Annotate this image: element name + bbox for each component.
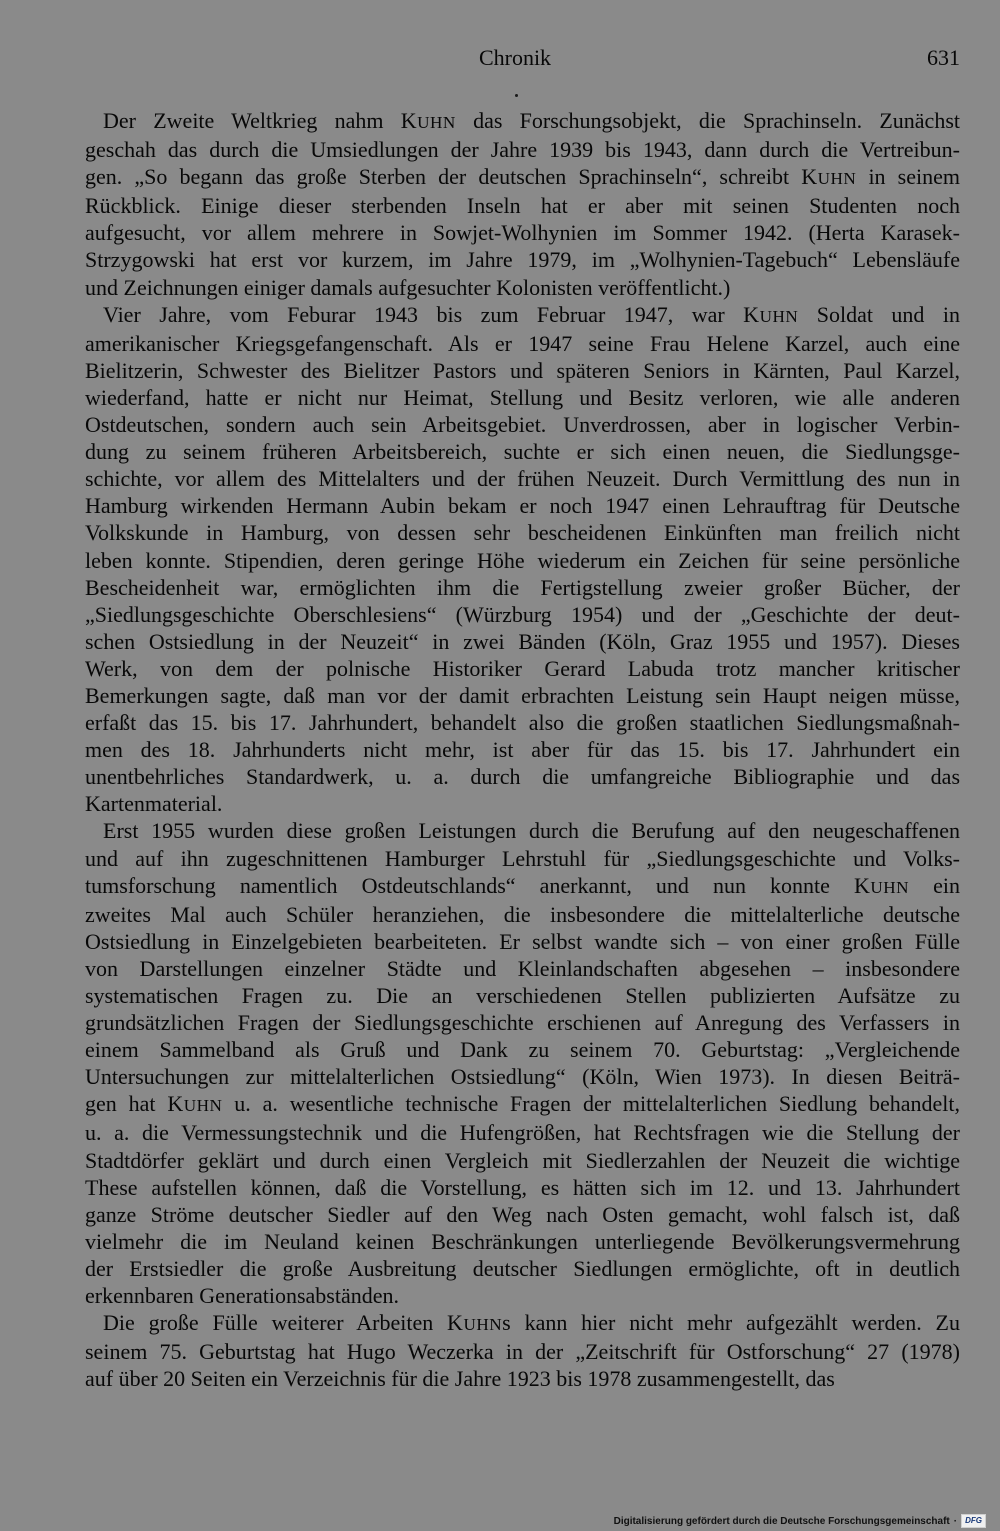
paragraph	[85, 817, 960, 1309]
text-line	[85, 1063, 960, 1090]
text-line	[85, 1174, 960, 1201]
running-title: Chronik	[478, 45, 552, 70]
text-run: Rückblick. Einige dieser sterbenden Inseln hat er aber mit seinen Studenten noch	[85, 193, 960, 219]
text-line	[85, 1228, 960, 1255]
author-name-small-caps: KUHN	[167, 1091, 223, 1117]
text-line	[85, 736, 960, 763]
text-run: der Erstsiedler die große Ausbreitung deutscher Siedlungen ermöglichte, oft in deutlich	[85, 1255, 960, 1281]
text-run: ganze Ströme deutscher Siedler auf den Weg nach Osten gemacht, wohl falsch ist, daß	[85, 1201, 960, 1227]
author-name-small-caps: KUHN	[743, 301, 799, 327]
text-line	[85, 709, 960, 736]
paragraph	[85, 301, 960, 818]
text-run: Bemerkungen sagte, daß man vor der damit erbrachten Leistung sein Haupt neigen müsse,	[85, 682, 960, 708]
text-run: vielmehr die im Neuland keinen Beschränkungen unterliegende Bevölkerungsvermehrung	[85, 1228, 960, 1254]
text-run: auf über 20 Seiten ein Verzeichnis für die Jahre 1923 bis 1978 zusammengestellt, das	[85, 1366, 835, 1392]
text-line	[85, 955, 960, 982]
text-line	[85, 763, 960, 790]
text-line	[85, 357, 960, 384]
text-run: Ostdeutschen, sondern auch sein Arbeitsgebiet. Unverdrossen, aber in logischer Verbin-	[85, 412, 960, 438]
text-run: Kartenmaterial.	[85, 791, 223, 817]
text-line	[85, 1147, 960, 1174]
text-run: Werk, von dem der polnische Historiker Gerard Labuda trotz mancher kritischer	[85, 655, 960, 681]
text-run: seinem 75. Geburtstag hat Hugo Weczerka in der „Zeitschrift für Ostforschung“ 27 (1978)	[85, 1339, 960, 1365]
text-run: amerikanischer Kriegsgefangenschaft. Als er 1947 seine Frau Helene Karzel, auch eine	[85, 330, 960, 356]
text-line	[85, 1036, 960, 1063]
text-run: gen. „So begann das große Sterben der deutschen Sprachinseln“, schreibt	[85, 164, 802, 190]
text-line	[85, 574, 960, 601]
text-run: Stadtdörfer geklärt und durch einen Vergleich mit Siedlerzahlen der Neuzeit die wichtige	[85, 1147, 960, 1173]
text-line	[85, 901, 960, 928]
text-run: leben konnte. Stipendien, deren geringe Höhe wiederum ein Zeichen für seine persönliche	[85, 547, 960, 573]
text-run: dung zu seinem früheren Arbeitsbereich, suchte er sich einen neuen, die Siedlungsge-	[85, 439, 960, 465]
text-line	[85, 136, 960, 163]
paragraph	[85, 1309, 960, 1392]
dfg-logo-icon: DFG	[961, 1514, 986, 1528]
text-run: Soldat und in	[798, 301, 960, 327]
text-line	[85, 845, 960, 872]
text-line	[85, 1090, 960, 1119]
text-line	[85, 465, 960, 492]
text-run: aufgesucht, vor allem mehrere in Sowjet-Wolhynien im Sommer 1942. (Herta Karasek-	[85, 220, 960, 246]
footer-separator: ·	[953, 1515, 958, 1527]
page-number: 631	[927, 45, 960, 70]
body-text	[85, 107, 960, 1392]
text-line	[85, 682, 960, 709]
text-line	[85, 384, 960, 411]
text-line	[85, 1119, 960, 1146]
text-line	[85, 1201, 960, 1228]
text-line	[85, 1365, 960, 1392]
paragraph	[85, 107, 960, 301]
text-run: s kann hier nicht mehr aufgezählt werden. Zu	[502, 1310, 960, 1336]
text-run: Bielitzerin, Schwester des Bielitzer Pastors und späteren Seniors in Kärnten, Paul Karzel,	[85, 357, 960, 383]
text-line	[85, 1255, 960, 1282]
text-line	[85, 438, 960, 465]
text-run: das Forschungsobjekt, die Sprachinseln. Zunächst	[455, 108, 960, 133]
text-line	[85, 872, 960, 901]
text-run: u. a. die Vermessungstechnik und die Hufengrößen, hat Rechtsfragen wie die Stellung der	[85, 1120, 960, 1146]
text-run: unentbehrliches Standardwerk, u. a. durch die umfangreiche Bibliographie und das	[85, 764, 960, 790]
text-run: erkennbaren Generationsabständen.	[85, 1283, 399, 1309]
text-run: in seinem	[856, 164, 960, 190]
text-run: Volkskunde in Hamburg, von dessen sehr bescheidenen Einkünften man freilich nicht	[85, 520, 960, 546]
funding-note: Digitalisierung gefördert durch die Deutsche Forschungsgemeinschaft	[613, 1515, 950, 1527]
text-run: schichte, vor allem des Mittelalters und der frühen Neuzeit. Durch Vermittlung des nun in	[85, 466, 960, 492]
text-line	[85, 1282, 960, 1309]
text-run: ein	[909, 872, 960, 898]
text-line	[85, 246, 960, 273]
text-line	[85, 411, 960, 438]
text-run: grundsätzlichen Fragen der Siedlungsgeschichte erschienen auf Anregung des Verfassers in	[85, 1010, 960, 1036]
text-run: und Zeichnungen einiger damals aufgesuchter Kolonisten veröffentlicht.)	[85, 274, 731, 300]
text-run: zweites Mal auch Schüler heranziehen, die insbesondere die mittelalterliche deutsche	[85, 901, 960, 927]
text-run: Hamburg wirkenden Hermann Aubin bekam er noch 1947 einen Lehrauftrag für Deutsche	[85, 493, 960, 519]
text-line	[85, 1009, 960, 1036]
text-line	[85, 274, 960, 301]
text-line	[85, 601, 960, 628]
text-run: von Darstellungen einzelner Städte und Kleinlandschaften abgesehen – insbesondere	[85, 955, 960, 981]
text-run: und auf ihn zugeschnittenen Hamburger Lehrstuhl für „Siedlungsgeschichte und Volks-	[85, 845, 960, 871]
text-line	[85, 163, 960, 192]
text-run: Die große Fülle weiterer Arbeiten	[103, 1310, 448, 1336]
text-line	[85, 628, 960, 655]
text-run: These aufstellen können, daß die Vorstellung, es hätten sich im 12. und 13. Jahrhundert	[85, 1174, 960, 1200]
text-run: Der Zweite Weltkrieg nahm	[103, 108, 401, 133]
text-run: Ostsiedlung in Einzelgebieten bearbeiteten. Er selbst wandte sich – von einer großen Fülle	[85, 928, 960, 954]
text-run: Untersuchungen zur mittelalterlichen Ostsiedlung“ (Köln, Wien 1973). In diesen Beiträ-	[85, 1064, 960, 1090]
author-name-small-caps: KUHN	[853, 872, 910, 898]
text-line	[85, 547, 960, 574]
text-line	[85, 192, 960, 219]
text-line	[85, 1309, 960, 1338]
text-line	[85, 219, 960, 246]
text-run: geschah das durch die Umsiedlungen der Jahre 1939 bis 1943, dann durch die Vertreibun-	[85, 137, 960, 163]
text-line	[85, 817, 960, 844]
text-run: einem Sammelband als Gruß und Dank zu seinem 70. Geburtstag: „Vergleichende	[85, 1037, 960, 1063]
text-line	[85, 1338, 960, 1365]
text-run: men des 18. Jahrhunderts nicht mehr, ist aber für das 15. bis 17. Jahrhundert ein	[85, 737, 960, 763]
author-name-small-caps: KUHN	[400, 108, 456, 133]
text-run: tumsforschung namentlich Ostdeutschlands“ anerkannt, und nun konnte	[85, 872, 854, 898]
text-run: Strzygowski hat erst vor kurzem, im Jahre 1979, im „Wolhynien-Tagebuch“ Lebensläufe	[85, 247, 960, 273]
text-line	[85, 790, 960, 817]
scan-speck	[515, 94, 518, 97]
text-line	[85, 107, 960, 136]
text-run: systematischen Fragen zu. Die an verschiedenen Stellen publizierten Aufsätze zu	[85, 983, 960, 1008]
author-name-small-caps: KUHN	[447, 1310, 503, 1336]
text-line	[85, 519, 960, 546]
text-run: Bescheidenheit war, ermöglichten ihm die Fertigstellung zweier großer Bücher, der	[85, 574, 960, 600]
text-run: erfaßt das 15. bis 17. Jahrhundert, behandelt also die großen staatlichen Siedlungsmaßnah-	[85, 710, 960, 736]
text-line	[85, 982, 960, 1009]
text-run: wiederfand, hatte er nicht nur Heimat, Stellung und Besitz verloren, wie alle anderen	[85, 384, 960, 410]
text-line	[85, 330, 960, 357]
text-run: gen hat	[85, 1091, 168, 1117]
text-run: u. a. wesentliche technische Fragen der mittelalterlichen Siedlung behandelt,	[222, 1091, 960, 1117]
text-line	[85, 492, 960, 519]
text-run: „Siedlungsgeschichte Oberschlesiens“ (Würzburg 1954) und der „Geschichte der deut-	[85, 601, 960, 627]
text-run: schen Ostsiedlung in der Neuzeit“ in zwei Bänden (Köln, Graz 1955 und 1957). Dieses	[85, 628, 960, 654]
author-name-small-caps: KUHN	[801, 164, 857, 190]
text-run: Vier Jahre, vom Feburar 1943 bis zum Februar 1947, war	[103, 301, 744, 327]
text-line	[85, 655, 960, 682]
text-run: Erst 1955 wurden diese großen Leistungen durch die Berufung auf den neugeschaffenen	[103, 818, 960, 844]
digitization-footer	[614, 1513, 986, 1529]
text-line	[85, 301, 960, 330]
text-line	[85, 928, 960, 955]
